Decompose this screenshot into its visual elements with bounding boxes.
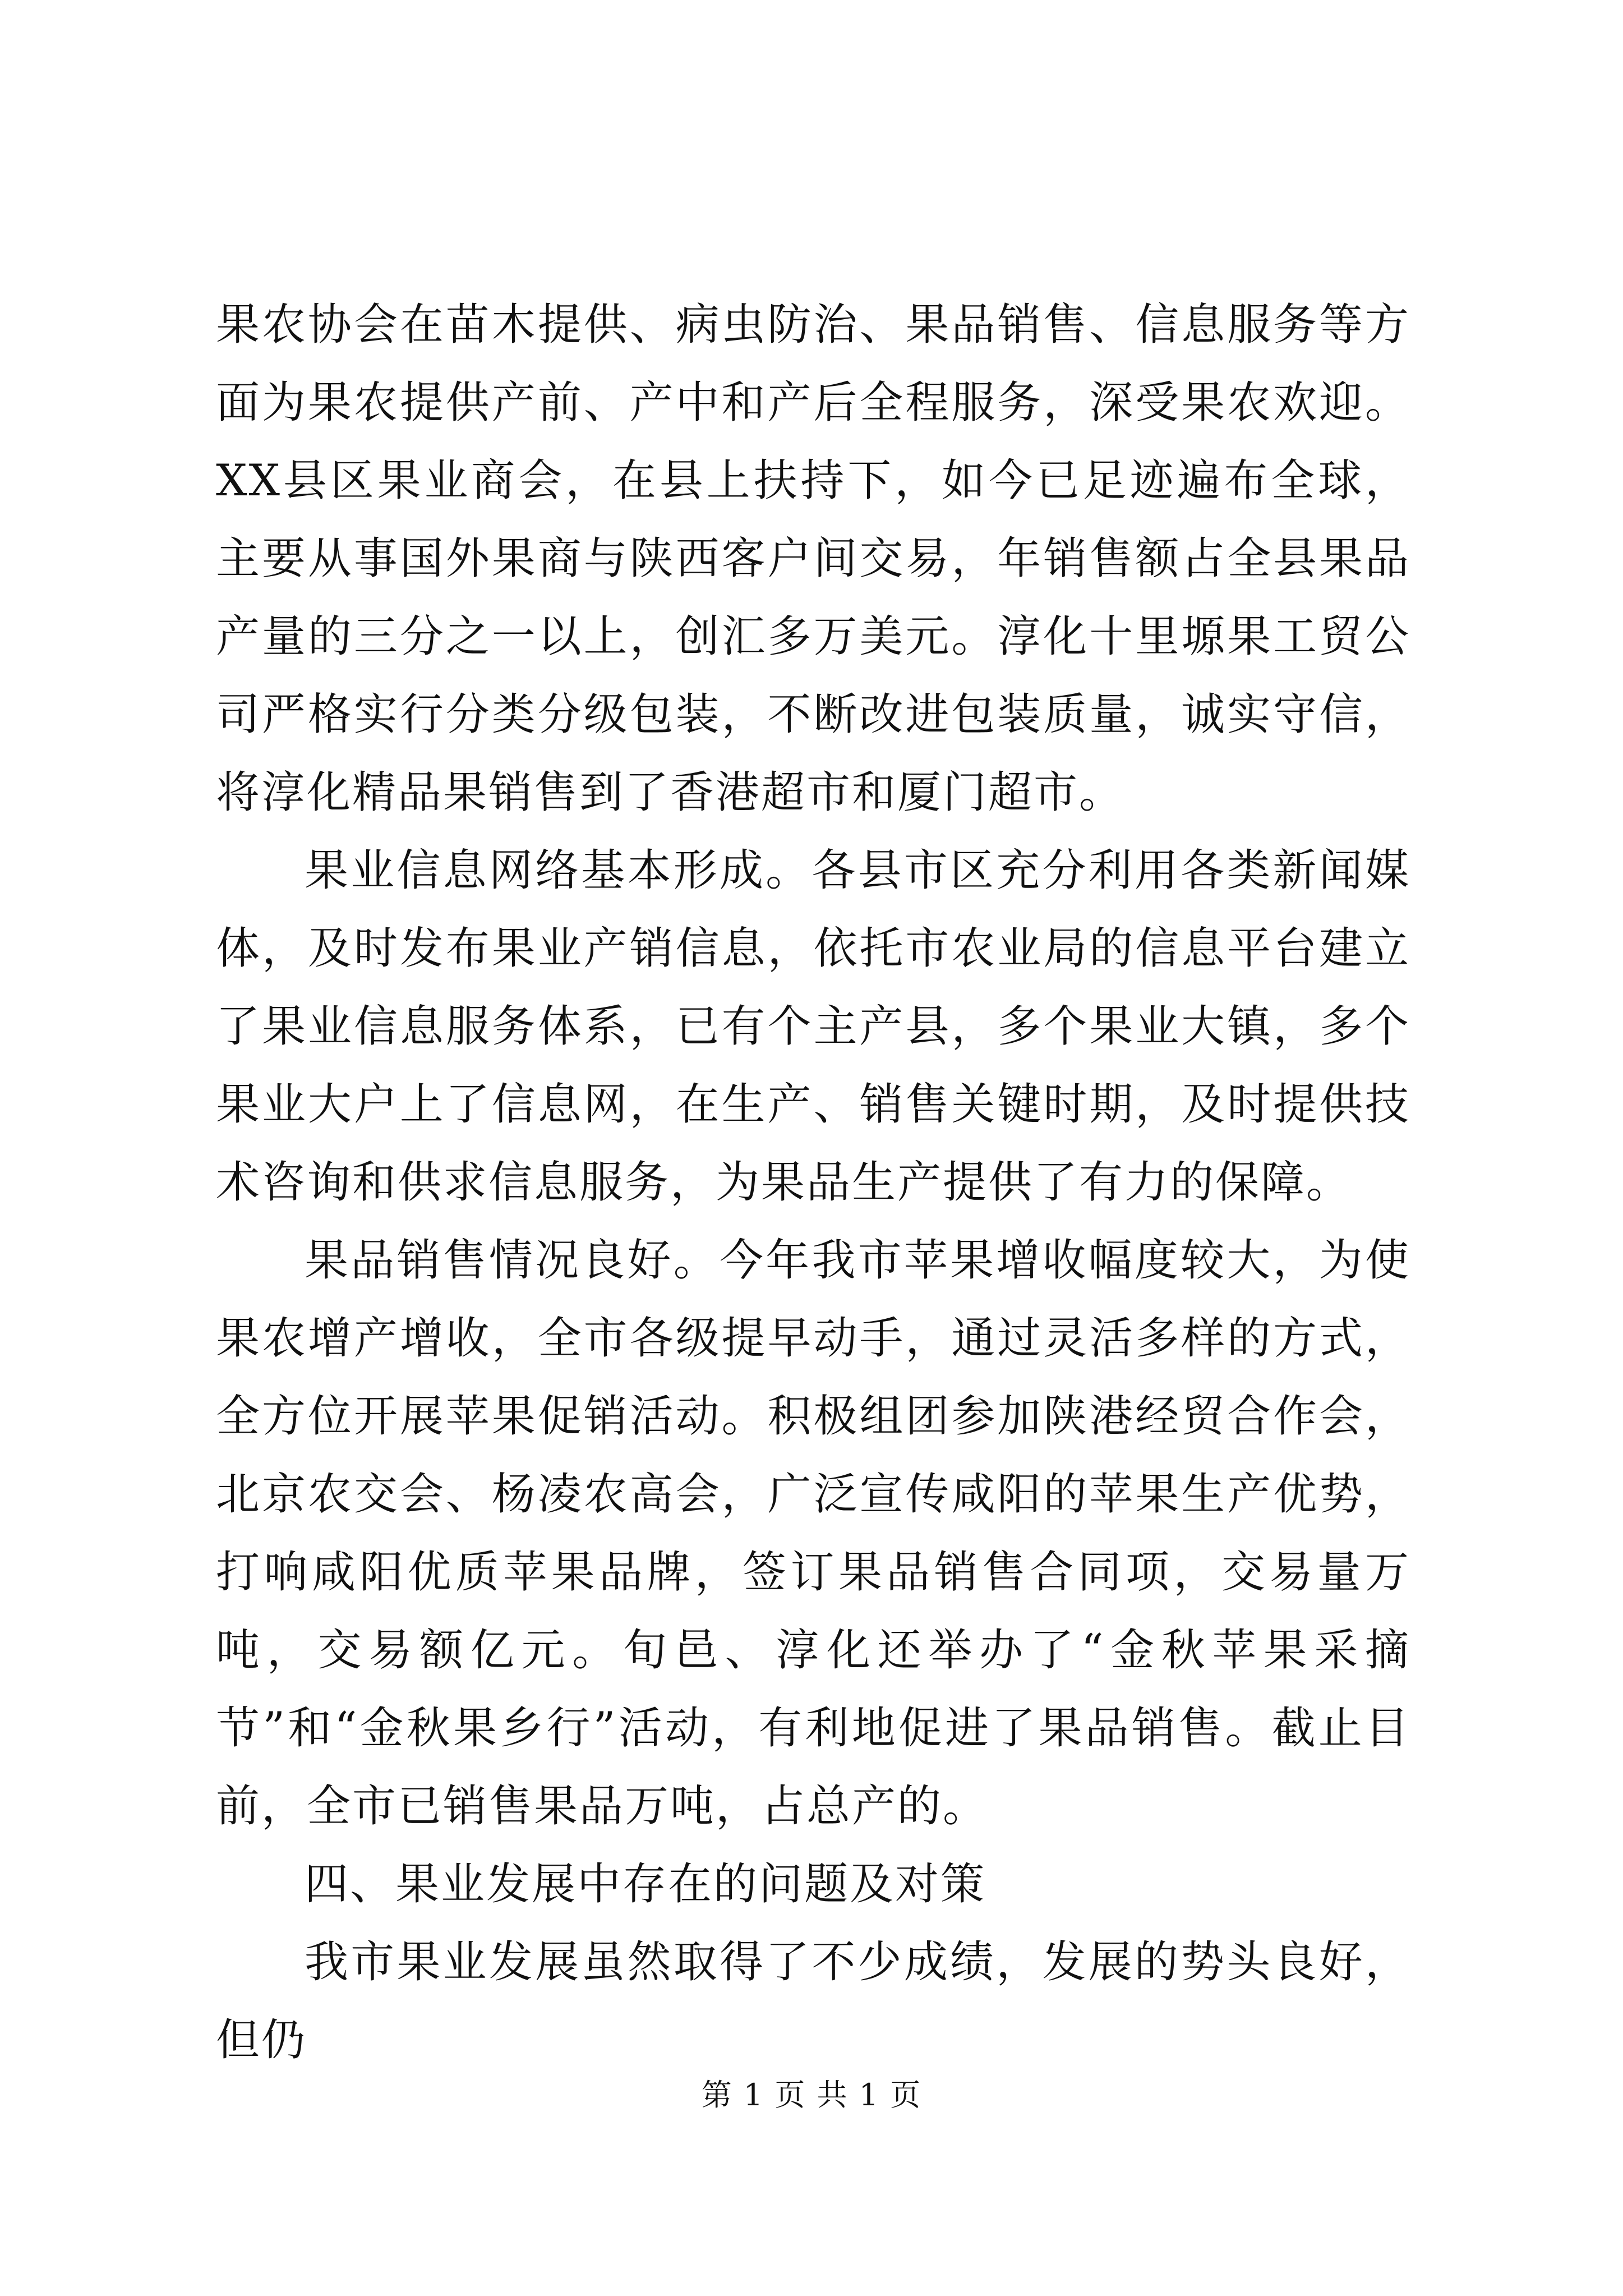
- page-footer: 第 1 页 共 1 页: [701, 2077, 922, 2113]
- paragraph-info-network: 果业信息网络基本形成。各县市区充分利用各类新闻媒体，及时发布果业产销信息，依托市农业局的信息平台建立了果业信息服务体系，已有个主产县，多个果业大镇，多个果业大户上了信息网，在生产、销售关键时期，及时提供技术咨询和供求信息服务，为果品生产提供了有力的保障。: [216, 845, 1410, 1208]
- paragraph-continuation: 果农协会在苗木提供、病虫防治、果品销售、信息服务等方面为果农提供产前、产中和产后全程服务，深受果农欢迎。XX县区果业商会，在县上扶持下，如今已足迹遍布全球，主要从事国外果商与陕西客户间交易，年销售额占全县果品产量的三分之一以上，创汇多万美元。淳化十里塬果工贸公司严格实行分类分级包装，不断改进包装质量，诚实守信，将淳化精品果销售到了香港超市和厦门超市。: [216, 300, 1410, 818]
- document-body: [216, 286, 1410, 2079]
- paragraph-sales: 果品销售情况良好。今年我市苹果增收幅度较大，为使果农增产增收，全市各级提早动手，通过灵活多样的方式，全方位开展苹果促销活动。积极组团参加陕港经贸合作会，北京农交会、杨凌农高会，广泛宣传咸阳的苹果生产优势，打响咸阳优质苹果品牌，签订果品销售合同项，交易量万吨，交易额亿元。旬邑、淳化还举办了“金秋苹果采摘节”和“金秋果乡行”活动，有利地促进了果品销售。截止目前，全市已销售果品万吨，占总产的。: [216, 1235, 1410, 1832]
- paragraph-problems: 我市果业发展虽然取得了不少成绩，发展的势头良好，但仍: [216, 1937, 1410, 2065]
- section-heading: 四、果业发展中存在的问题及对策: [305, 1859, 986, 1910]
